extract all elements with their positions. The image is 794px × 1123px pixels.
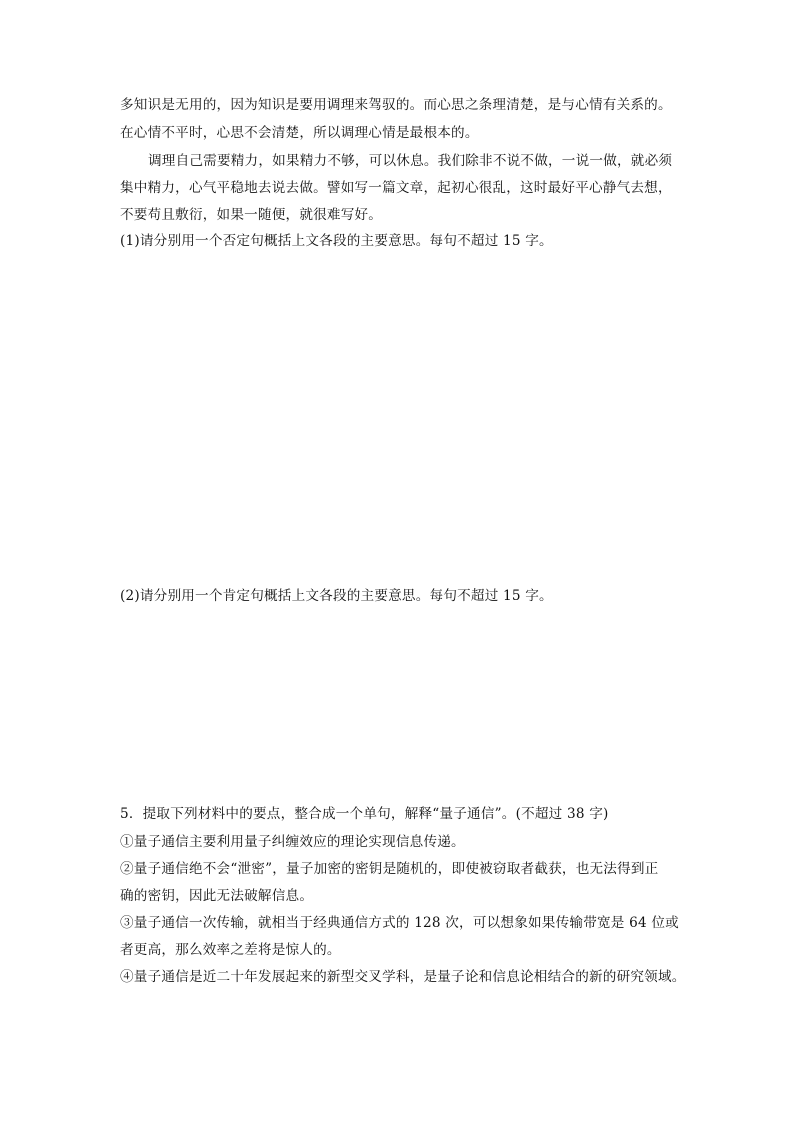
passage-line: 多知识是无用的，因为知识是要用调理来驾驭的。而心思之条理清楚，是与心情有关系的。	[120, 97, 672, 113]
question-5-item: ④量子通信是近二十年发展起来的新型交叉学科，是量子论和信息论相结合的新的研究领域。	[120, 969, 686, 985]
passage-line: 集中精力，心气平稳地去说去做。譬如写一篇文章，起初心很乱，这时最好平心静气去想，	[120, 180, 672, 196]
passage-line: 调理自己需要精力，如果精力不够，可以休息。我们除非不说不做，一说一做，就必须	[148, 153, 673, 169]
passage-line: 在心情不平时，心思不会清楚，所以调理心情是最根本的。	[120, 125, 479, 141]
question-5-prompt: 5．提取下列材料中的要点，整合成一个单句，解释“量子通信”。(不超过 38 字)	[120, 806, 609, 822]
passage-line: 不要苟且敷衍，如果一随便，就很难写好。	[120, 207, 383, 223]
question-5-item: 者更高，那么效率之差将是惊人的。	[120, 942, 341, 958]
question-5-item: ①量子通信主要利用量子纠缠效应的理论实现信息传递。	[120, 834, 465, 850]
question-5-item: 确的密钥，因此无法破解信息。	[120, 888, 314, 904]
question-5-item: ③量子通信一次传输，就相当于经典通信方式的 128 次，可以想象如果传输带宽是 64 位或	[120, 915, 679, 931]
question-5-item: ②量子通信绝不会“泄密”，量子加密的密钥是随机的，即使被窃取者截获，也无法得到正	[120, 861, 659, 877]
question-4-part-2: (2)请分别用一个肯定句概括上文各段的主要意思。每句不超过 15 字。	[120, 588, 553, 604]
question-4-part-1: (1)请分别用一个否定句概括上文各段的主要意思。每句不超过 15 字。	[120, 233, 553, 249]
